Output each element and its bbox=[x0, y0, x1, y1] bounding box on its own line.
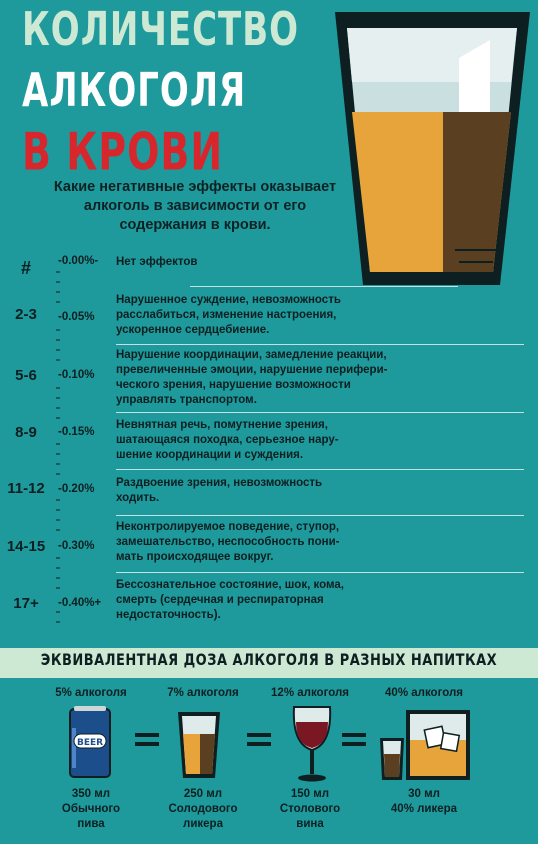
divider bbox=[116, 515, 524, 516]
drink-pct: 5% алкоголя bbox=[55, 687, 127, 699]
beer-can-icon bbox=[68, 706, 112, 780]
level-pct: -0.00%- bbox=[58, 255, 99, 267]
drink-pct: 7% алкоголя bbox=[167, 687, 239, 699]
beer-glass-icon bbox=[325, 0, 538, 290]
level-desc: Нарушенное суждение, невозможность расслабиться, изменение настроения, ускоренное сердцебиение. bbox=[116, 294, 341, 336]
level-pct: -0.15% bbox=[58, 426, 95, 438]
level-desc: Бессознательное состояние, шок, кома, смерть (сердечная и респираторная недостаточность). bbox=[116, 579, 344, 621]
beer-can-label: BEER bbox=[76, 738, 104, 748]
equals-icon bbox=[135, 733, 159, 751]
drink-caption: 250 мл Солодового ликера bbox=[168, 788, 238, 830]
divider bbox=[116, 412, 524, 413]
drink-pct: 40% алкоголя bbox=[385, 687, 463, 699]
level-desc: Невнятная речь, помутнение зрения, шатающаяся походка, серьезное нару- шение координации и суждения. bbox=[116, 419, 339, 461]
scale-ticks bbox=[56, 250, 64, 630]
level-num: 2-3 bbox=[15, 306, 37, 323]
divider bbox=[116, 572, 524, 573]
header-symbol: # bbox=[20, 258, 31, 278]
level-pct: -0.30% bbox=[58, 540, 95, 552]
wine-glass-icon bbox=[290, 704, 334, 784]
level-num: 8-9 bbox=[15, 424, 37, 441]
equals-icon bbox=[247, 733, 271, 751]
title-line-3: В КРОВИ bbox=[22, 122, 224, 182]
equivalent-heading: ЭКВИВАЛЕНТНАЯ ДОЗА АЛКОГОЛЯ В РАЗНЫХ НАПИТКАХ bbox=[40, 651, 498, 670]
level-pct: -0.20% bbox=[58, 483, 95, 495]
divider bbox=[190, 286, 458, 287]
level-pct: -0.05% bbox=[58, 311, 95, 323]
level-desc: Неконтролируемое поведение, ступор, замешательство, неспособность пони- мать происходящее вокруг. bbox=[116, 521, 340, 563]
equals-icon bbox=[342, 733, 366, 751]
drink-caption: 30 мл 40% ликера bbox=[390, 788, 458, 815]
drink-caption: 150 мл Столового вина bbox=[279, 788, 341, 830]
level-pct: -0.40%+ bbox=[58, 597, 102, 609]
level-num: 5-6 bbox=[15, 367, 37, 384]
level-num: 14-15 bbox=[6, 538, 46, 555]
title-line-2: АЛКОГОЛЯ bbox=[22, 64, 247, 118]
level-pct: -0.10% bbox=[58, 369, 95, 381]
drink-pct: 12% алкоголя bbox=[271, 687, 349, 699]
title-line-1: КОЛИЧЕСТВО bbox=[22, 3, 300, 57]
subtitle: Какие негативные эффекты оказывает алкоголь в зависимости от его содержания в крови. bbox=[53, 179, 337, 233]
level-desc: Нет эффектов bbox=[116, 256, 198, 268]
divider bbox=[116, 344, 524, 345]
level-num: 17+ bbox=[13, 595, 39, 612]
level-num: 11-12 bbox=[7, 480, 45, 497]
divider bbox=[116, 469, 524, 470]
whiskey-glass-icon bbox=[378, 706, 474, 782]
malt-glass-icon bbox=[176, 710, 222, 780]
level-desc: Нарушение координации, замедление реакции, превеличенные эмоции, нарушение перифери- ческого зрения, нарушение возможности управлять транспортом. bbox=[116, 349, 388, 406]
drink-caption: 350 мл Обычного пива bbox=[61, 788, 121, 830]
level-desc: Раздвоение зрения, невозможность ходить. bbox=[116, 477, 323, 504]
